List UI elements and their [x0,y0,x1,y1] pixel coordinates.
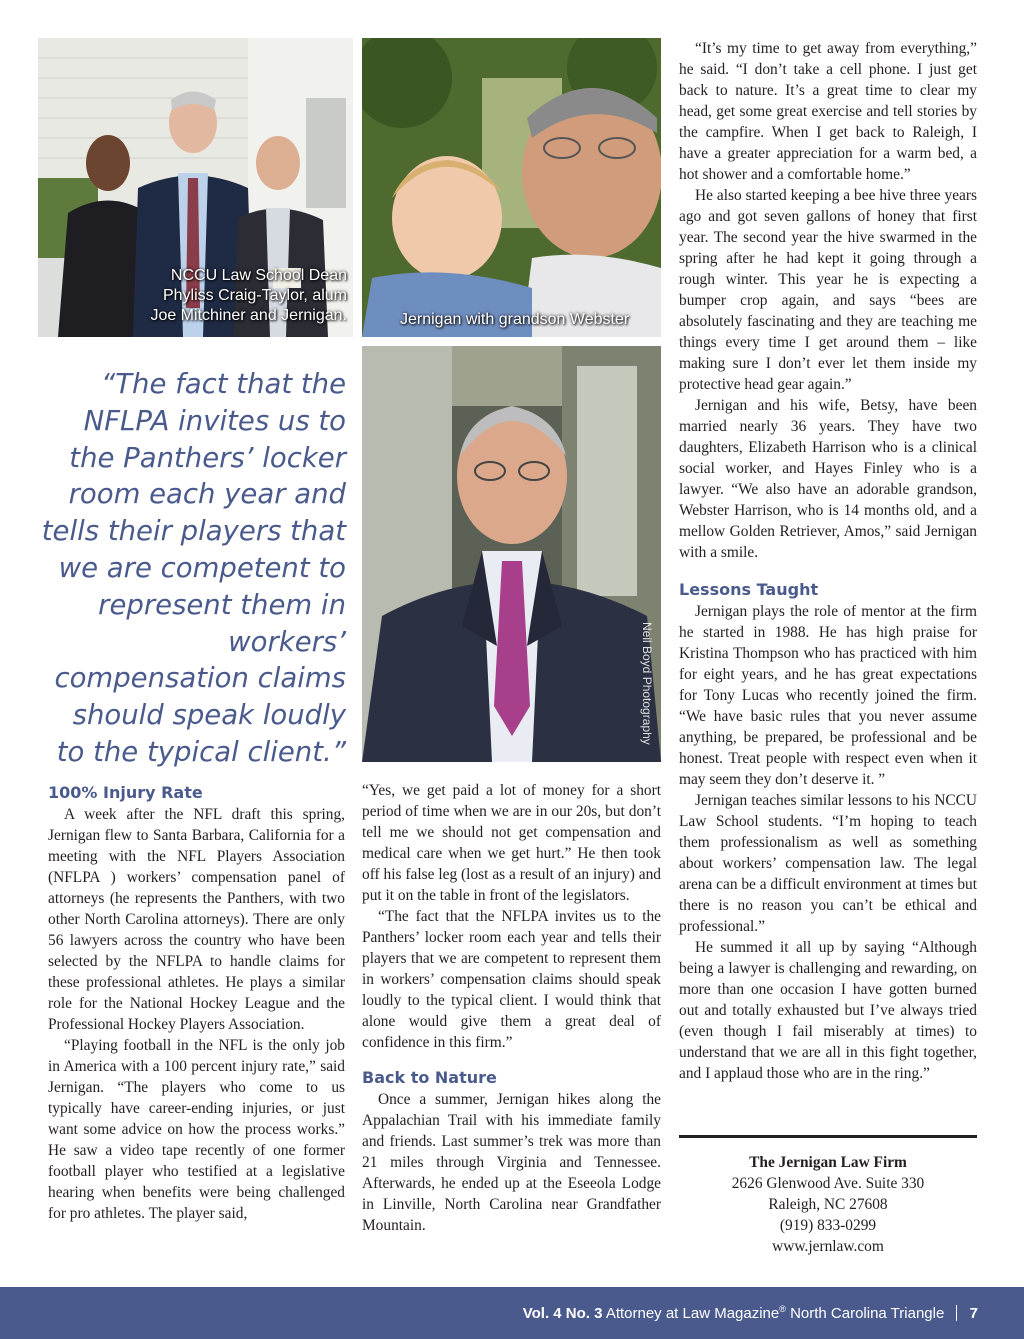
heading-injury-rate: 100% Injury Rate [48,783,203,802]
paragraph: “It’s my time to get away from everything,” he said. “I don’t take a cell phone. I just get back to nature. It’s a great time to clear my head, get some great exercise and tell stories by the campfire. When I get back to Raleigh, I have a greater appreciation for a warm bed, a hot shower and a comfortable home.” [679,40,977,183]
paragraph: Jernigan teaches similar lessons to his NCCU Law School students. “I’m hoping to teach them professionalism as well as something about workers’ compensation law. The legal arena can be a difficult environment at times but there is no reason you can’t be ethical and professional.” [679,792,978,935]
left-column [48,782,345,1224]
page-number: 7 [969,1305,978,1322]
paragraph: Once a summer, Jernigan hikes along the Appalachian Trail with his immediate family and friends. Last summer’s trek was more than 21 miles through Virginia and Tennessee. Afterwards, he ended up at the Eseeola Lodge in Linville, North Carolina near Grandfather Mountain. [362,1091,661,1234]
pull-quote: “The fact that the NFLPA invites us to the Panthers’ locker room each year and tells their players that we are competent to represent them in workers’ compensation claims should speak loudly to the typical client.” [41,368,346,768]
heading-back-to-nature: Back to Nature [362,1068,497,1087]
group-photo [38,38,353,337]
heading-lessons-taught: Lessons Taught [679,580,819,599]
footer-volume: Vol. 4 No. 3 [522,1305,603,1322]
firm-name: The Jernigan Law Firm [749,1154,907,1171]
right-column [679,38,977,1084]
firm-address: 2626 Glenwood Ave. Suite 330 [731,1175,925,1192]
grandson-photo [362,38,661,337]
grandson-photo-caption: Jernigan with grandson Webster [400,311,630,328]
paragraph: He also started keeping a bee hive three years ago and got seven gallons of honey that first year. The second year the hive swarmed in the spring after he had kept it going through a rough winter. This year he is expecting a bumper crop again, and says “bees are absolutely fascinating and they are teaching me things every time I get around them – like making sure I don’t ever let them inside my protective head gear again.” [679,187,977,393]
group-photo-caption: NCCU Law School Dean Phyliss Craig-Taylor, alum Joe Mitchiner and Jernigan. [150,267,347,324]
firm-phone: (919) 833-0299 [779,1217,877,1234]
contact-block [679,1152,977,1257]
footer-separator [956,1305,957,1321]
middle-column [362,780,661,1236]
page-footer [0,1287,1024,1339]
paragraph: Jernigan and his wife, Betsy, have been married nearly 36 years. They have two daughters, Elizabeth Harrison who is a clinical social worker, and Hayes Finley who is a lawyer. “We also have an adorable grandson, Webster Harrison, who is 14 months old, and a mellow Golden Retriever, Amos,” said Jernigan with a smile. [679,397,977,561]
paragraph: Jernigan plays the role of mentor at the firm he started in 1988. He has high praise for Kristina Thompson who has practiced with him for eight years, and he has great expectations for Tony Lucas who recently joined the firm. “We have basic rules that you never assume anything, be prepared, be professional and be honest. Treat people with respect even when it may seem they don’t deserve it. ” [679,603,977,788]
registered-mark: ® [779,1304,786,1314]
paragraph: “Yes, we get paid a lot of money for a short period of time when we are in our 20s, but don’t tell me we should not get compensation and medical care when we get hurt.” He then took off his false leg (lost as a result of an injury) and put it on the table in front of the legislators. [362,782,661,904]
paragraph: “The fact that the NFLPA invites us to the Panthers’ locker room each year and tells their players that we are competent to represent them in workers’ compensation claims should speak loudly to the typical client. I would think that alone would give them a great deal of confidence in this firm.” [362,908,661,1051]
paragraph: A week after the NFL draft this spring, Jernigan flew to Santa Barbara, California for a meeting with the NFL Players Association (NFLPA ) workers’ compensation panel of attorneys (he represents the Panthers, with two other North Carolina attorneys). There are only 56 lawyers across the country who have been selected by the NFLPA to handle claims for these professional athletes. He plays a similar role for the National Hockey League and the Professional Hockey Players Association. [48,806,345,1033]
firm-website[interactable]: www.jernlaw.com [772,1238,884,1255]
contact-divider [679,1135,977,1138]
footer-region: North Carolina Triangle [790,1305,945,1322]
firm-city: Raleigh, NC 27608 [768,1196,888,1213]
portrait-photo [362,346,661,762]
paragraph: “Playing football in the NFL is the only job in America with a 100 percent injury rate,” said Jernigan. “The players who come to us typically have career-ending injuries, or just want some advice on how the process works.” He saw a video tape recently of one former football player who testified at a legislative hearing when benefits were being challenged for pro athletes. The player said, [48,1037,345,1222]
footer-magazine: Attorney at Law Magazine [605,1305,780,1322]
paragraph: He summed it all up by saying “Although being a lawyer is challenging and rewarding, on more than one occasion I have gotten burned out and totally exhausted but I’ve always tried (even though I fail miserably at times) to understand that we are all in this fight together, and I applaud those who are in the ring.” [679,939,977,1082]
photo-credit: Neil Boyd Photography [640,622,654,745]
